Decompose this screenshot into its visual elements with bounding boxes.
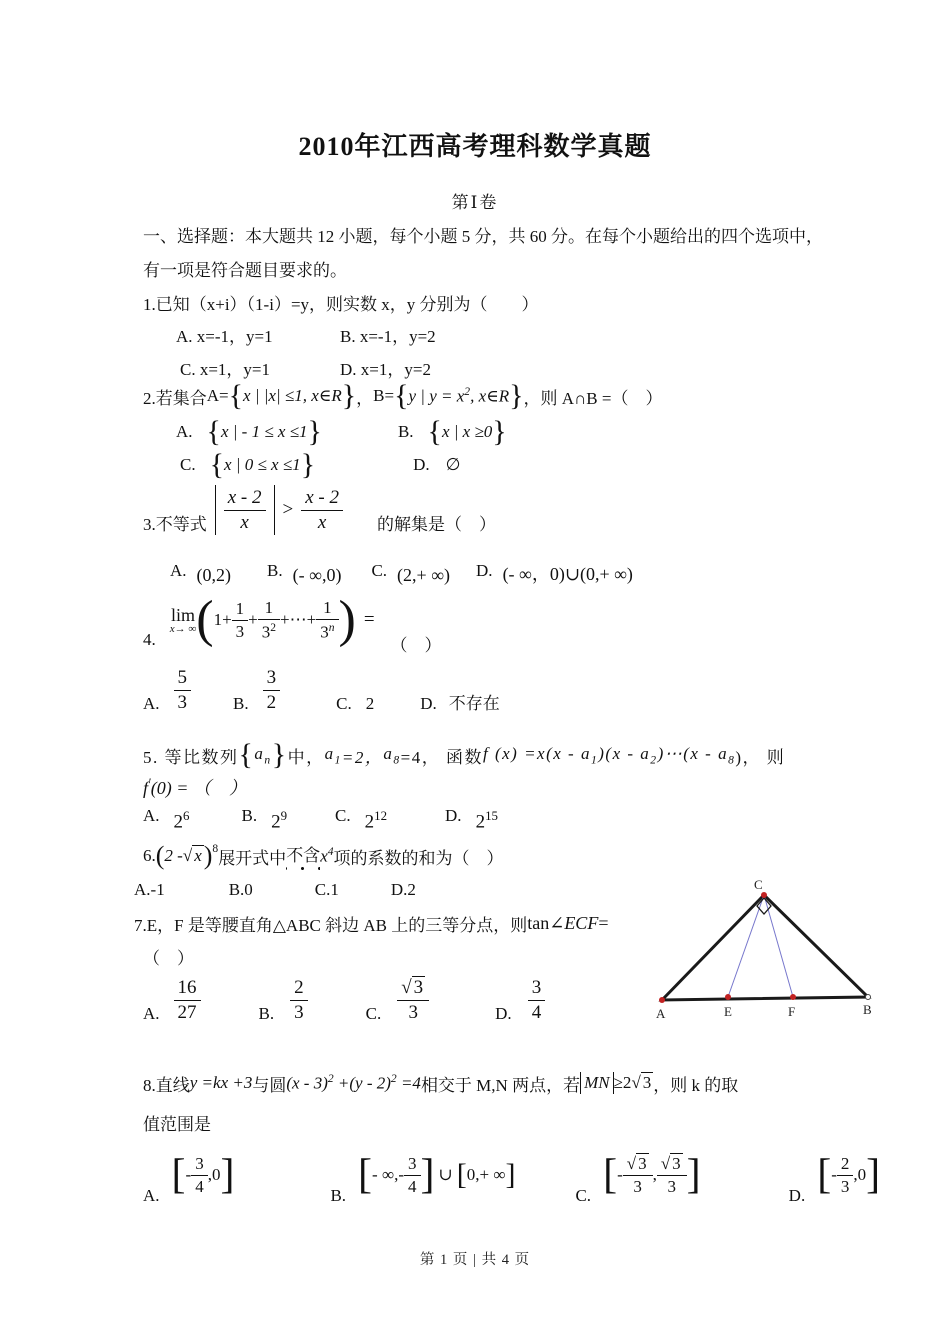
circle-equation	[286, 1072, 421, 1094]
q2-set-a-name: A=	[206, 386, 229, 405]
option-q8-c: [ - $\frac{√ 3}{3}$ , $\frac{√ 3}{3}$ ]	[603, 1152, 701, 1198]
exponent: 15	[485, 808, 498, 824]
option-q4-b	[263, 667, 281, 714]
fraction-denominator: 3	[235, 621, 245, 641]
option-label: C.	[336, 694, 352, 713]
exponent: 9	[280, 808, 288, 824]
equals-sign: =	[598, 912, 609, 933]
square-root	[661, 1153, 683, 1173]
interval-start: - ∞,-	[372, 1165, 404, 1184]
option-q4-d: 不存在	[448, 694, 500, 713]
page-footer: 第 1 页 | 共 4 页	[419, 1252, 531, 1268]
subscript: 8	[393, 753, 401, 767]
option-q1-a: A. x=-1，y=1	[176, 327, 273, 346]
point-a	[659, 997, 665, 1003]
q5-stem-tail: )， 则	[735, 747, 786, 767]
exponent: 4	[327, 845, 334, 859]
den-base: 3	[261, 622, 271, 642]
base: 2	[173, 811, 184, 833]
subscript: 2	[650, 753, 658, 767]
option-label: C.	[335, 806, 351, 825]
fraction-numerator: 16	[174, 977, 201, 1001]
q2-stem-text: 2.若集合	[143, 388, 207, 408]
fraction-numerator	[397, 977, 429, 1001]
question-1-stem: 1.已知（x+i）（1-i）=y，则实数 x，y 分别为（ ）	[143, 295, 539, 314]
fraction	[258, 598, 280, 642]
point-e	[725, 994, 731, 1000]
limit-word: lim	[170, 604, 195, 625]
base: 2	[475, 811, 486, 833]
exponent: 8	[212, 841, 219, 855]
fraction-denominator	[258, 620, 280, 642]
q2-set-b-post: , x∈R	[470, 386, 510, 406]
cevian-ce	[728, 895, 764, 997]
label-a: A	[656, 1006, 666, 1021]
union-symbol: ∪	[438, 1165, 453, 1184]
segment-mn: MN	[584, 1073, 610, 1092]
fraction-numerator: 1	[316, 598, 338, 620]
point-c	[761, 892, 767, 898]
comma: ,	[652, 1165, 657, 1184]
interval-2: 0,+ ∞	[466, 1165, 506, 1184]
greater-than-sign: >	[282, 499, 294, 520]
question-4-options-row	[143, 662, 500, 714]
point-f	[790, 994, 796, 1000]
fraction-numerator	[657, 1154, 687, 1176]
q8-stem-text: 8.直线	[143, 1075, 190, 1095]
var: x	[320, 846, 328, 866]
point-b	[866, 995, 871, 1000]
option-label: A.	[143, 1186, 160, 1205]
option-q2-a: x | - 1 ≤ x ≤1	[220, 422, 308, 441]
radical-sign: √	[660, 1153, 671, 1173]
q8-stem-tail: ，则 k 的取	[653, 1075, 739, 1095]
q4-ellipsis-term: +⋯+	[280, 610, 317, 629]
fraction	[404, 1154, 421, 1196]
option-label: D.	[495, 1004, 512, 1023]
q8-stem-text: 与圆	[252, 1075, 287, 1095]
subscript: n	[264, 753, 272, 767]
den-exponent: 2	[270, 620, 277, 634]
option-q5-b	[271, 808, 287, 833]
question-1-options-row-1	[176, 322, 436, 347]
option-q5-a	[174, 808, 190, 833]
radical-sign: √	[626, 1153, 637, 1173]
var: a	[383, 743, 394, 763]
option-label: D.	[788, 1186, 806, 1205]
q5-line2-rest: (0) = （ ）	[150, 778, 247, 798]
fraction-denominator: 4	[531, 1002, 542, 1024]
q4-number: 4.	[143, 630, 156, 649]
option-label: B.	[241, 806, 258, 825]
option-q3-a: (0,2)	[196, 565, 232, 585]
triangle-outline	[662, 895, 868, 1000]
option-q8-d: [ - $\frac{2}{3}$ ,0 ]	[817, 1152, 881, 1198]
option-q3-d: (- ∞，0)∪(0,+ ∞)	[502, 564, 633, 584]
fraction-numerator: x - 2	[224, 487, 266, 511]
function-def	[483, 744, 735, 766]
q3-stem-text: 3.不等式	[143, 514, 207, 534]
radicand: 3	[638, 1153, 647, 1173]
option-label: C.	[371, 561, 388, 580]
question-8-stem	[143, 1066, 738, 1100]
fraction	[657, 1154, 687, 1196]
radicand: 3	[642, 1073, 652, 1092]
label-f: F	[788, 1004, 796, 1019]
fraction-denominator: x	[240, 511, 249, 533]
q2-set-b-sup: 2	[464, 385, 471, 399]
option-label: A.	[176, 422, 193, 441]
q8-stem-text: 相交于 M,N 两点，若	[420, 1075, 581, 1095]
question-6-options-row	[134, 880, 416, 900]
q5-eq-2: =2，	[341, 747, 384, 767]
option-label: B.	[330, 1186, 347, 1205]
fraction-numerator: 3	[528, 977, 546, 1001]
option-q1-b: B. x=-1，y=2	[340, 327, 436, 346]
q6-number: 6.	[143, 846, 156, 865]
option-q1-c: C. x=1，y=1	[180, 360, 271, 379]
option-label: A.	[170, 561, 187, 580]
q2-comma: ，	[356, 388, 374, 408]
a1-term	[325, 744, 342, 766]
option-label: D.	[445, 806, 462, 825]
q5-stem-text: =4， 函数	[400, 747, 483, 767]
fx: f (x) =x(x - a	[482, 743, 591, 763]
question-3-stem	[143, 476, 496, 544]
page-title: 2010年江西高考理科数学真题	[298, 132, 652, 161]
option-q8-b: [ - ∞,- $\frac{3}{4}$ ] ∪ [ 0,+ ∞ ]	[358, 1152, 516, 1198]
line-equation: y =kx +3	[189, 1073, 253, 1092]
option-q4-a	[174, 667, 192, 714]
fraction-denominator: 4	[195, 1176, 204, 1196]
interval-end: ,0	[853, 1165, 867, 1184]
option-q8-a: [ - $\frac{3}{4}$ ,0 ]	[171, 1152, 235, 1198]
option-q4-c: 2	[365, 694, 375, 713]
question-1-options-row-2	[180, 355, 431, 380]
radicand: 3	[413, 977, 424, 999]
option-q7-c	[397, 977, 429, 1024]
option-q2-c: x | 0 ≤ x ≤1	[224, 455, 301, 474]
radicand: 3	[672, 1153, 681, 1173]
empty-set-symbol: ∅	[445, 455, 461, 474]
fraction-numerator: 3	[404, 1154, 421, 1176]
fraction	[232, 599, 249, 641]
section-heading: 第Ⅰ卷	[451, 193, 499, 212]
fraction-denominator: 3	[667, 1176, 676, 1196]
sequence-term	[254, 744, 271, 766]
radicand: x	[194, 846, 202, 865]
eq-part: +(y - 2)	[333, 1073, 391, 1093]
fraction	[316, 598, 338, 642]
fraction-numerator: x - 2	[301, 487, 343, 511]
q2-set-b-pre: y | y = x	[408, 386, 465, 406]
option-label: A.	[143, 694, 160, 713]
option-q7-b	[290, 977, 308, 1024]
option-q6-c: C.1	[314, 880, 339, 899]
exponent: 2	[327, 1072, 334, 1086]
fraction	[301, 487, 343, 534]
option-q5-c	[365, 808, 387, 833]
option-label: B.	[267, 561, 283, 580]
var: a	[324, 743, 335, 763]
q7-stem-text: 7.E，F 是等腰直角△ABC 斜边 AB 上的三等分点，则	[134, 915, 528, 935]
subscript: 8	[728, 753, 736, 767]
var: f	[143, 778, 149, 798]
fraction	[623, 1154, 653, 1196]
option-label: B.	[258, 1004, 275, 1023]
den-base: 3	[320, 622, 329, 642]
triangle-figure	[640, 876, 890, 1026]
question-8-line-2: 值范围是	[143, 1115, 211, 1134]
square-root	[631, 1073, 653, 1093]
option-label: A.	[143, 806, 160, 825]
q5-stem-text: 5. 等比数列	[143, 747, 239, 767]
interval-end: ,0	[207, 1165, 221, 1184]
angle-ecf: ∠ECF	[549, 912, 599, 933]
square-root	[627, 1153, 649, 1173]
question-4-stem: 4. lim x→ ∞ ( 1+ $\frac{1}{3}$ + $\frac{1}{3^2}$ +⋯+ $\frac{1}{3^n}$ ) = （ ）	[143, 591, 442, 655]
fx: )(x - a	[598, 743, 651, 763]
eq-part: =4	[396, 1073, 421, 1093]
question-5-stem: 5. 等比数列 { $a_n$ } 中， $a_1$ =2， $a_8$ =4， 函数 f $(x) =x(x - a_1)(x$ - $a_2)\cdots(x - a_8$ )， 则	[143, 738, 786, 771]
option-label: B.	[233, 694, 249, 713]
den-exponent: n	[328, 620, 335, 634]
minus: -	[617, 1165, 623, 1184]
minus: -	[185, 1165, 192, 1184]
option-label: D.	[420, 694, 437, 713]
fraction-denominator: x	[317, 511, 327, 533]
minus: -	[831, 1165, 837, 1184]
exponent: 6	[183, 808, 190, 824]
fraction-numerator: 2	[290, 977, 308, 1001]
label-e: E	[724, 1004, 732, 1019]
limit-operator	[170, 606, 196, 635]
x4-term	[320, 845, 333, 867]
q2-stem-tail: ，则 A∩B =（ ）	[523, 388, 663, 408]
question-2-options-row-2: C. { x | 0 ≤ x ≤1 } D. ∅	[180, 448, 461, 481]
q3-stem-tail: 的解集是（ ）	[377, 514, 496, 534]
question-5-options-row	[143, 806, 498, 836]
question-2-stem: 2.若集合 A= { x | |x| ≤1, x∈R } ， B= { y | $y = x^2$, x∈R } ，则 A∩B =（ ）	[143, 379, 663, 412]
fraction-numerator: 3	[263, 667, 281, 691]
equals-sign: =	[363, 609, 375, 630]
option-label: C.	[365, 1004, 382, 1023]
q4-term-1: 1+	[213, 610, 232, 629]
option-q6-a: A.-1	[134, 880, 165, 899]
exponent: 2	[390, 1072, 397, 1086]
option-q3-c: (2,+ ∞)	[397, 565, 451, 585]
q2-set-a-body: x | |x| ≤1, x∈R	[243, 386, 342, 405]
q5-stem-text: 中，	[287, 747, 325, 767]
option-q1-d: D. x=1，y=2	[340, 360, 431, 379]
option-label: C.	[180, 455, 196, 474]
option-label: C.	[575, 1186, 592, 1205]
fraction-denominator: 3	[294, 1002, 304, 1024]
fx: )⋯(x - a	[657, 743, 729, 763]
option-q3-b: (- ∞,0)	[292, 565, 342, 585]
intro-line-1: 一、选择题：本大题共 12 小题，每个小题 5 分，共 60 分。在每个小题给出的四个选项中，	[143, 227, 823, 246]
option-label: A.	[143, 1004, 160, 1023]
prime-mark: ′	[148, 776, 151, 790]
fraction-denominator: 4	[408, 1176, 417, 1196]
fraction	[224, 487, 266, 534]
var: a	[254, 743, 265, 763]
option-label: D.	[413, 455, 430, 474]
f-prime	[143, 778, 151, 798]
q6-stem-text: 展开式中	[218, 848, 287, 868]
fraction-numerator: 1	[232, 599, 249, 621]
fraction-numerator: 2	[837, 1154, 854, 1176]
base: 2	[271, 811, 281, 833]
option-q7-a	[174, 977, 201, 1024]
label-c: C	[754, 877, 763, 892]
a8-term	[383, 744, 400, 766]
absolute-value-group	[215, 485, 275, 536]
exponent: 12	[374, 808, 388, 824]
question-5-line-2	[143, 774, 247, 800]
q6-stem-tail: 项的系数的和为（ ）	[333, 848, 504, 868]
q6-binomial-base: 2 -	[164, 846, 183, 865]
label-b: B	[863, 1002, 872, 1017]
square-root	[401, 976, 425, 998]
fraction	[191, 1154, 208, 1196]
fraction-numerator: 1	[258, 598, 280, 620]
q2-set-b-name: B=	[373, 386, 395, 405]
option-label: D.	[476, 561, 493, 580]
question-6-stem: 6. ( 2 - √ x ) $^8$ 展开式中 不含 $x^4$ 项的系数的和为（ ）	[143, 841, 504, 870]
q6-emphasized-text: 不含	[286, 841, 320, 871]
limit-subscript: x→ ∞	[169, 622, 197, 635]
fraction-denominator: 3	[177, 692, 188, 714]
question-7-answer-parens: （ ）	[143, 949, 194, 968]
fraction-denominator	[316, 620, 338, 642]
answer-parens: （ ）	[390, 636, 442, 655]
square-root	[183, 846, 204, 866]
fraction-denominator: 3	[840, 1176, 850, 1196]
radical-sign: √	[631, 1073, 641, 1092]
base: 2	[364, 811, 375, 833]
subscript: 1	[334, 753, 342, 767]
fraction-numerator: 5	[174, 667, 192, 691]
fraction	[837, 1154, 854, 1196]
option-q7-d	[528, 977, 546, 1024]
question-7-stem	[134, 908, 608, 938]
eq-part: (x - 3)	[286, 1073, 328, 1093]
fraction-numerator	[623, 1154, 653, 1176]
question-7-options-row	[143, 970, 545, 1024]
fraction-denominator: 27	[177, 1002, 197, 1024]
question-3-options-row	[170, 560, 633, 586]
radical-sign: √	[182, 846, 193, 865]
intro-line-2: 有一项是符合题目要求的。	[143, 261, 347, 280]
fraction-denominator: 3	[633, 1176, 642, 1196]
option-label: B.	[397, 422, 414, 441]
radical-sign: √	[401, 977, 412, 999]
absolute-value-group	[580, 1072, 614, 1094]
question-8-options-row	[143, 1144, 880, 1206]
plus-sign: +	[248, 610, 258, 629]
q8-inequality: ≥2	[613, 1073, 632, 1092]
option-q2-b: x | x ≥0	[441, 422, 493, 441]
question-2-options-row-1: A. { x | - 1 ≤ x ≤1 } B. { x | x ≥0 }	[176, 415, 507, 448]
fraction-numerator: 3	[191, 1154, 208, 1176]
subscript: 1	[590, 753, 599, 767]
option-q6-b: B.0	[228, 880, 253, 899]
fraction-denominator: 2	[266, 692, 277, 714]
q2-set-b-body	[409, 385, 510, 407]
tan-operator: tan	[527, 912, 550, 933]
option-q6-d: D.2	[390, 880, 416, 899]
option-q5-d	[476, 808, 498, 833]
fraction-denominator: 3	[408, 1002, 418, 1024]
